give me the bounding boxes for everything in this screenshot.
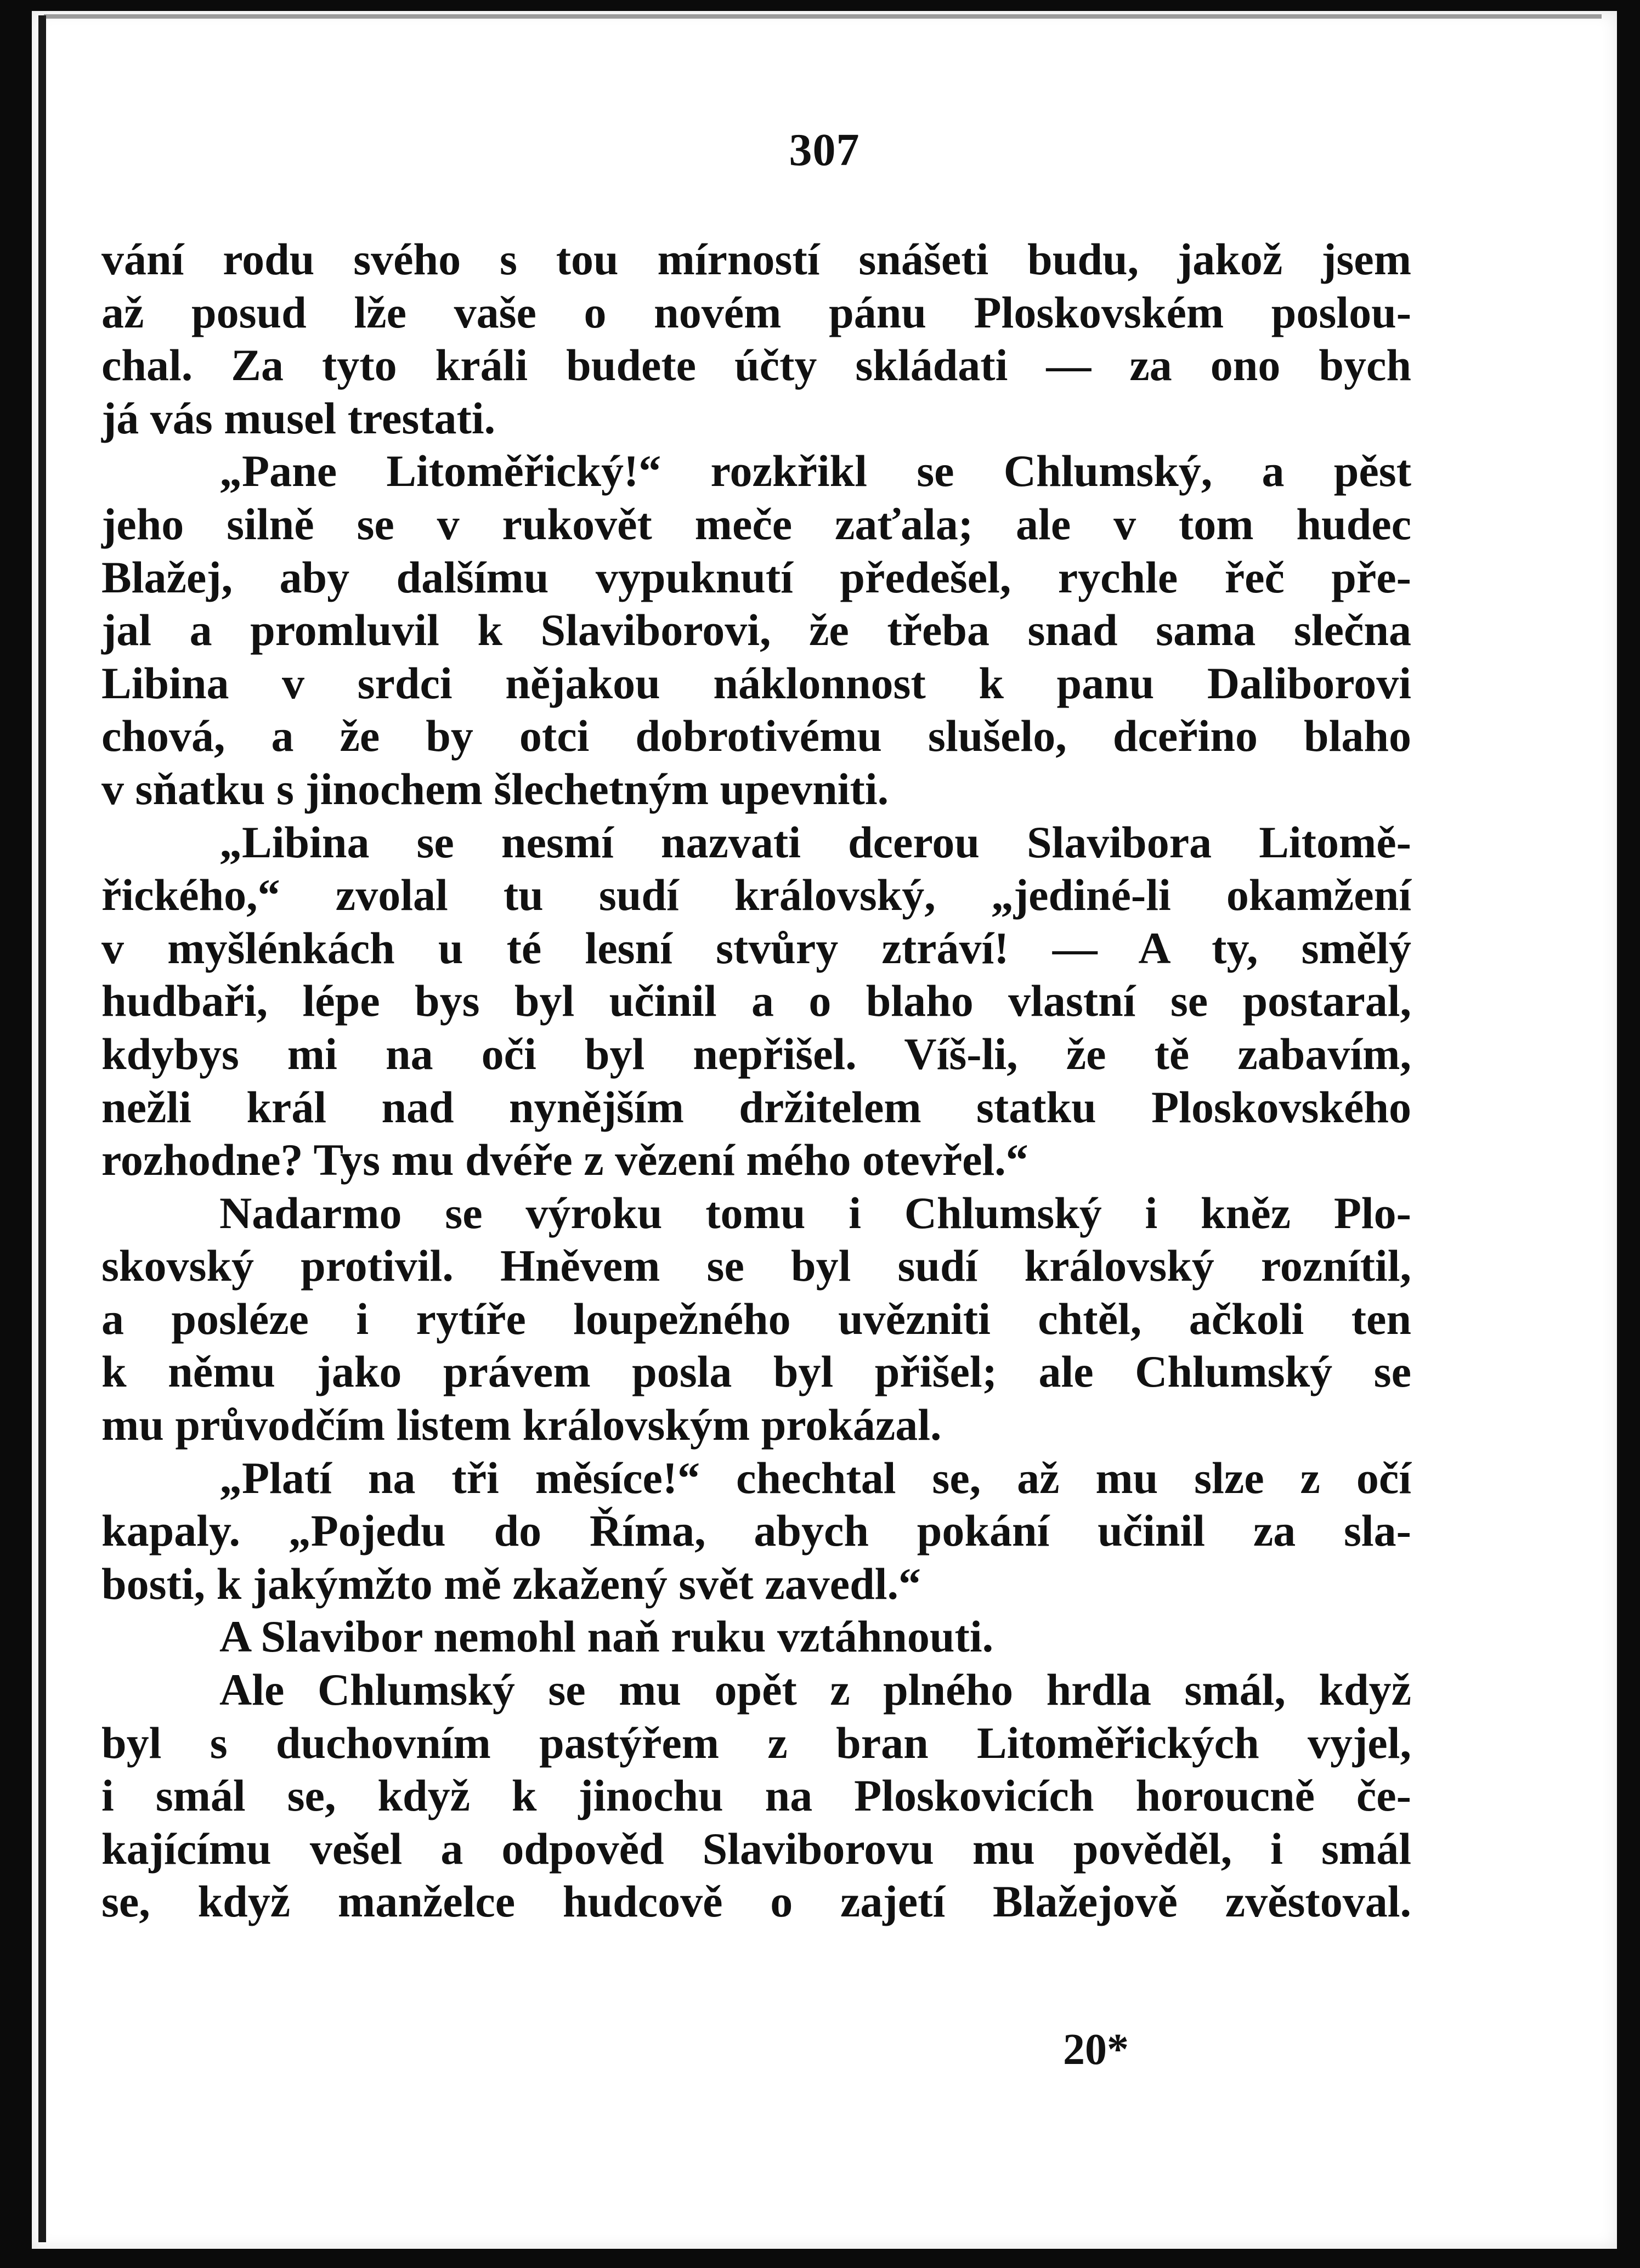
text-line: Nadarmo se výroku tomu i Chlumský i kněz Plo- bbox=[219, 1187, 1411, 1238]
text-line: i smál se, když k jinochu na Ploskovicích horoucně če- bbox=[101, 1771, 1411, 1821]
text-line: v myšlénkách u té lesní stvůry ztráví! — A ty, smělý bbox=[101, 923, 1411, 973]
text-line: já vás musel trestati. bbox=[101, 393, 496, 443]
text-line: kajícímu vešel a odpověd Slaviborovu mu pověděl, i smál bbox=[101, 1823, 1411, 1874]
text-line: chal. Za tyto králi budete účty skládati — za ono bych bbox=[101, 340, 1411, 391]
binding-edge bbox=[38, 15, 46, 2242]
text-line: bosti, k jakýmžto mě zkažený svět zavedl.“ bbox=[101, 1558, 921, 1609]
text-line: vání rodu svého s tou mírností snášeti budu, jakož jsem bbox=[101, 234, 1411, 284]
text-line: mu průvodčím listem královským prokázal. bbox=[101, 1400, 942, 1450]
text-line: řického,“ zvolal tu sudí královský, „jediné-li okamžení bbox=[101, 870, 1411, 920]
text-line: „Libina se nesmí nazvati dcerou Slavibora Litomě- bbox=[219, 817, 1411, 867]
signature-mark: 20* bbox=[1063, 2026, 1129, 2074]
text-line: A Slavibor nemohl naň ruku vztáhnouti. bbox=[219, 1611, 994, 1662]
text-line: v sňatku s jinochem šlechetným upevniti. bbox=[101, 763, 889, 814]
text-line: hudbaři, lépe bys byl učinil a o blaho vlastní se postaral, bbox=[101, 976, 1411, 1026]
text-line: Libina v srdci nějakou náklonnost k panu Daliborovi bbox=[101, 658, 1411, 708]
text-line: „Platí na tři měsíce!“ chechtal se, až mu slze z očí bbox=[219, 1452, 1411, 1503]
text-line: jal a promluvil k Slaviborovi, že třeba snad sama slečna bbox=[101, 605, 1411, 655]
page-top-edge bbox=[44, 14, 1602, 19]
text-line: skovský protivil. Hněvem se byl sudí královský roznítil, bbox=[101, 1241, 1411, 1291]
text-line: byl s duchovním pastýřem z bran Litoměřických vyjel, bbox=[101, 1717, 1411, 1768]
body-text bbox=[101, 233, 1411, 1928]
text-line: kapaly. „Pojedu do Říma, abych pokání učinil za sla- bbox=[101, 1506, 1411, 1556]
text-line: jeho silně se v rukovět meče zaťala; ale v tom hudec bbox=[101, 499, 1411, 549]
text-line: nežli král nad nynějším držitelem statku Ploskovského bbox=[101, 1082, 1411, 1132]
text-line: rozhodne? Tys mu dvéře z vězení mého otevřel.“ bbox=[101, 1135, 1028, 1185]
page-number: 307 bbox=[789, 125, 860, 176]
text-line: kdybys mi na oči byl nepřišel. Víš-li, že tě zabavím, bbox=[101, 1028, 1411, 1079]
text-line: „Pane Litoměřický!“ rozkřikl se Chlumský, a pěst bbox=[219, 446, 1411, 496]
text-line: a posléze i rytíře loupežného uvězniti chtěl, ačkoli ten bbox=[101, 1293, 1411, 1344]
text-line: Blažej, aby dalšímu vypuknutí předešel, rychle řeč pře- bbox=[101, 552, 1411, 602]
text-line: až posud lže vaše o novém pánu Ploskovském poslou- bbox=[101, 287, 1411, 337]
book-page bbox=[32, 11, 1617, 2249]
text-line: chová, a že by otci dobrotivému slušelo, dceřino blaho bbox=[101, 711, 1411, 761]
text-line: se, když manželce hudcově o zajetí Blažejově zvěstoval. bbox=[101, 1876, 1411, 1927]
text-line: Ale Chlumský se mu opět z plného hrdla smál, když bbox=[219, 1665, 1411, 1715]
text-line: k němu jako právem posla byl přišel; ale Chlumský se bbox=[101, 1347, 1411, 1397]
